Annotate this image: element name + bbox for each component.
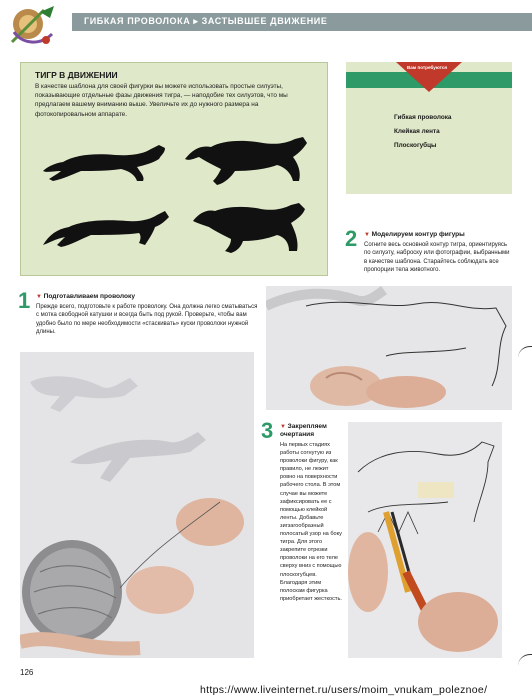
materials-box — [346, 62, 512, 194]
step-3-text: На первых стадиях работы согнутую из проволоки фигуру, как правило, не лежит ровно на поверхности рабочего стола. В этом случае вы можете зафиксировать ее с помощью клейкой ленты. Добавьте зигзагообразный полосатый узор на боку тигра. Для этого закрепите отрезки проволоки на его теле сверху вниз с помощью плоскогубцев. Благодаря этим полоскам фигурка приобретает жесткость. — [280, 442, 342, 602]
material-item: Клейкая лента — [394, 128, 440, 135]
tiger-silhouette-run-icon — [41, 141, 171, 183]
triangle-bullet-icon: ▼ — [36, 294, 44, 300]
step-1-number: 1 — [18, 288, 31, 313]
material-item: Гибкая проволока — [394, 114, 452, 121]
step-2-text: Согните весь основной контур тигра, ориентируясь по силуэту, наброску или фотографии, выбранными в качестве шаблона. Старайтесь соблюдать все пропорции тела животного. — [364, 242, 510, 274]
step-3-number: 3 — [261, 418, 274, 443]
step-1-title: ▼ Подготавливаем проволоку — [36, 293, 135, 300]
step-2-title: ▼ Моделируем контур фигуры — [364, 231, 465, 238]
source-url-link[interactable]: https://www.liveinternet.ru/users/moim_vnukam_poleznoe/ — [200, 684, 488, 696]
header-bar — [72, 13, 532, 31]
material-item: Плоскогубцы — [394, 142, 437, 149]
step-2-number: 2 — [345, 226, 358, 251]
photo-wire-spool — [20, 352, 254, 658]
header-title: ГИБКАЯ ПРОВОЛОКА ▸ ЗАСТЫВШЕЕ ДВИЖЕНИЕ — [84, 16, 328, 26]
step-3-title: ▼ Закрепляем очертания — [280, 423, 327, 438]
step-1-text: Прежде всего, подготовьте к работе проволоку. Она должна легко сматываться с мотка свободной катушки и всегда быть под рукой. Проверьте, чтобы вам удобно было по мере необходимости «стаскивать» куски проволоки нужной длины. — [36, 304, 258, 336]
triangle-bullet-icon: ▼ — [364, 232, 372, 238]
page-edge-mark — [518, 346, 532, 358]
intro-title: ТИГР В ДВИЖЕНИИ — [35, 70, 118, 80]
triangle-bullet-icon: ▼ — [280, 424, 288, 430]
wire-spool-logo-icon — [6, 4, 62, 50]
tiger-silhouette-leap-icon — [181, 135, 311, 187]
page-number: 126 — [20, 668, 34, 677]
materials-label: Вам потребуются — [406, 65, 448, 70]
tiger-intro-box — [20, 62, 328, 276]
tiger-silhouette-stretch-icon — [41, 205, 171, 249]
intro-text: В качестве шаблона для своей фигурки вы можете использовать простые силуэты, показывающие отдельные фазы движения тигра, — наподобие тех силуэтов, что мы предлагаем вашему вниманию выше. Увеличьте их до нужного размера на фотокопировальном аппарате. — [35, 83, 288, 118]
photo-fixing-outline — [348, 422, 502, 658]
page-edge-mark — [518, 654, 532, 666]
materials-list — [394, 111, 451, 153]
photo-shaping-outline — [266, 286, 512, 410]
tiger-silhouette-land-icon — [189, 201, 309, 255]
